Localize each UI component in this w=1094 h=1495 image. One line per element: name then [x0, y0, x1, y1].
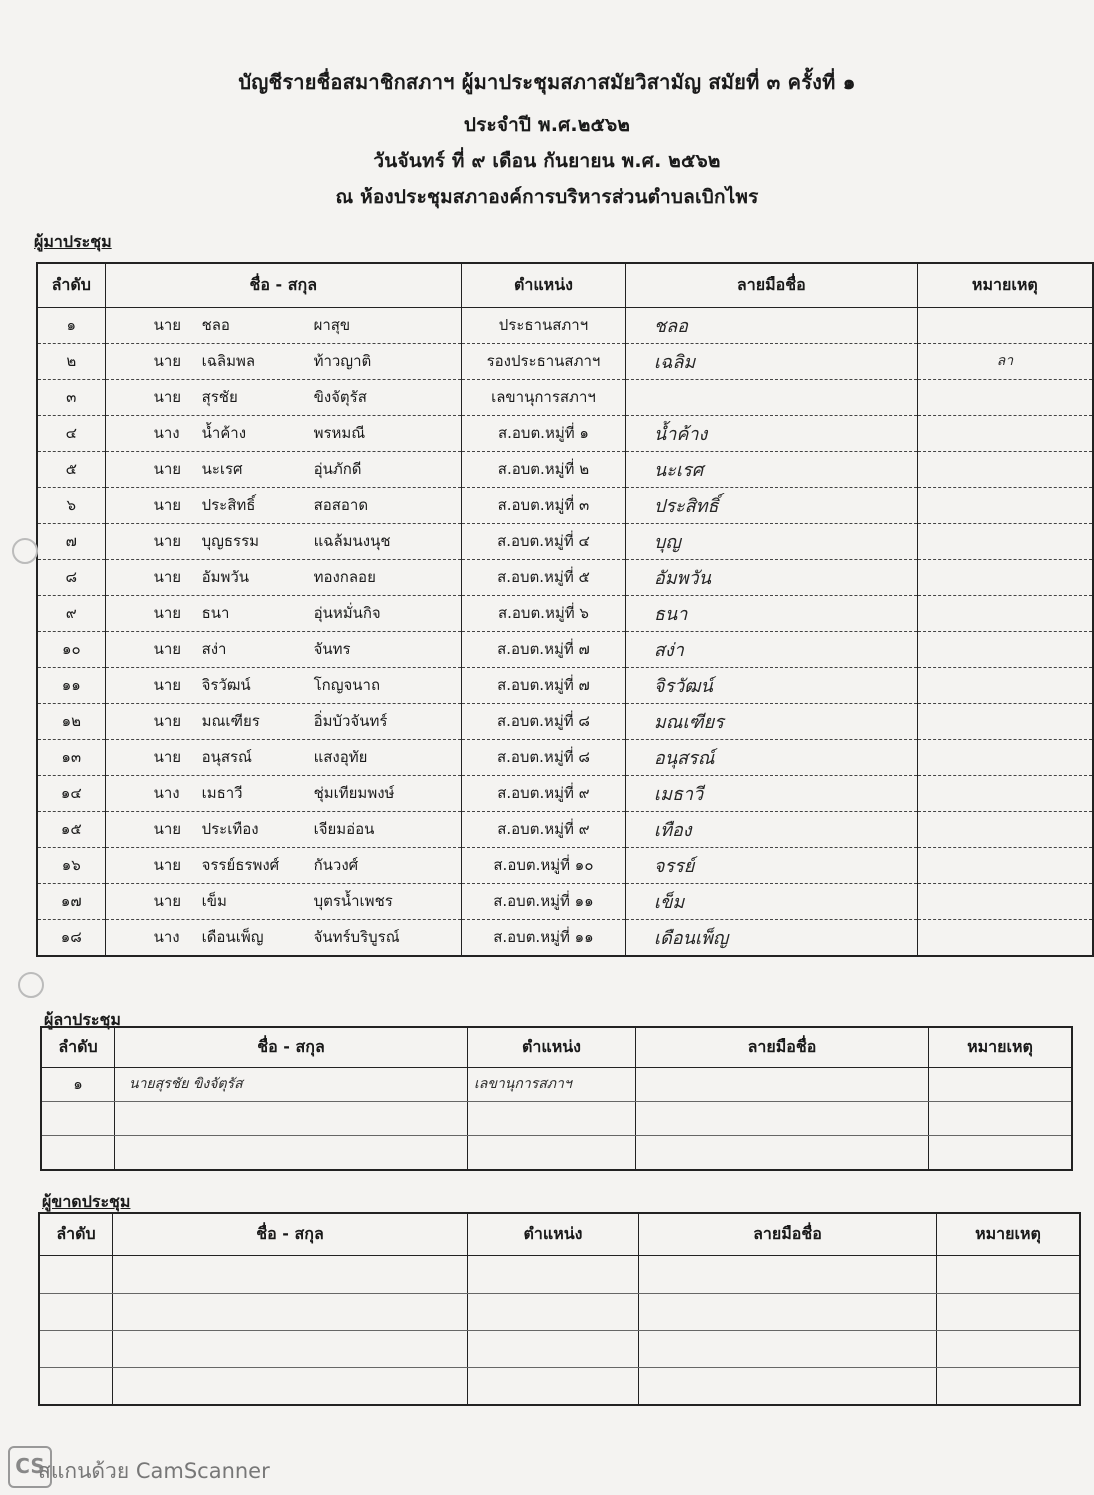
attendee-no: ๑๓: [37, 739, 105, 775]
attendee-no: ๗: [37, 523, 105, 559]
attendee-position: ส.อบต.หมู่ที่ ๔: [461, 523, 625, 559]
attendees-label: ผู้มาประชุม: [34, 232, 112, 251]
attendee-last-name: อุ่นหมั่นกิจ: [313, 604, 381, 622]
absent-col-position: ตำแหน่ง: [468, 1213, 639, 1255]
document-year: ประจำปี พ.ศ.๒๕๖๒: [463, 114, 631, 136]
attendee-position: ส.อบต.หมู่ที่ ๑๑: [461, 919, 625, 956]
attendee-no: ๖: [37, 487, 105, 523]
attendee-name: [105, 307, 461, 343]
attendee-row: [37, 415, 1093, 451]
absent-row-empty: [39, 1330, 1080, 1367]
attendee-first-name: น้ำค้าง: [201, 424, 247, 442]
attendee-prefix: นาย: [153, 496, 182, 514]
attendee-name: [105, 703, 461, 739]
attendee-last-name: กันวงศ์: [313, 856, 359, 874]
attendee-prefix: นาง: [153, 424, 180, 442]
attendee-prefix: นาย: [153, 856, 182, 874]
attendee-signature: เมธาวี: [625, 775, 917, 811]
attendee-position: ส.อบต.หมู่ที่ ๑: [461, 415, 625, 451]
attendee-first-name: เดือนเพ็ญ: [201, 928, 264, 946]
attendee-signature: ธนา: [625, 595, 917, 631]
attendee-note: [917, 487, 1093, 523]
leave-no: ๑: [41, 1067, 115, 1101]
attendee-position: ส.อบต.หมู่ที่ ๙: [461, 775, 625, 811]
camscanner-logo-icon: CS: [8, 1446, 52, 1488]
leave-note: [929, 1067, 1073, 1101]
attendee-signature: เข็ม: [625, 883, 917, 919]
attendee-row: [37, 487, 1093, 523]
attendee-first-name: มณเฑียร: [201, 712, 260, 730]
attendee-first-name: เฉลิมพล: [201, 352, 256, 370]
attendee-signature: ชลอ: [625, 307, 917, 343]
attendee-signature: นะเรศ: [625, 451, 917, 487]
attendee-last-name: จันทร์บริบูรณ์: [313, 928, 400, 946]
absent-col-name: ชื่อ - สกุล: [113, 1213, 468, 1255]
attendee-signature: เทือง: [625, 811, 917, 847]
attendee-first-name: นะเรศ: [201, 460, 243, 478]
attendee-signature: น้ำค้าง: [625, 415, 917, 451]
attendee-last-name: ทองกลอย: [313, 568, 376, 586]
punch-hole-mark: [18, 972, 44, 998]
attendee-note: [917, 847, 1093, 883]
attendee-note: [917, 523, 1093, 559]
attendee-position: ส.อบต.หมู่ที่ ๑๑: [461, 883, 625, 919]
attendee-note: [917, 559, 1093, 595]
attendee-position: ส.อบต.หมู่ที่ ๙: [461, 811, 625, 847]
absent-table: [38, 1212, 1081, 1406]
attendee-position: ส.อบต.หมู่ที่ ๖: [461, 595, 625, 631]
attendee-row: [37, 919, 1093, 956]
col-note: หมายเหตุ: [917, 263, 1093, 307]
attendee-no: ๘: [37, 559, 105, 595]
attendee-signature: บุญ: [625, 523, 917, 559]
attendee-signature: อนุสรณ์: [625, 739, 917, 775]
attendee-signature: มณเฑียร: [625, 703, 917, 739]
attendee-first-name: อนุสรณ์: [201, 748, 252, 766]
attendee-name: [105, 811, 461, 847]
attendee-note: [917, 775, 1093, 811]
attendee-note: [917, 631, 1093, 667]
attendee-note: [917, 811, 1093, 847]
attendee-position: ส.อบต.หมู่ที่ ๘: [461, 739, 625, 775]
leave-table: [40, 1026, 1073, 1171]
attendee-name: [105, 775, 461, 811]
col-signature: ลายมือชื่อ: [625, 263, 917, 307]
attendee-no: ๑๘: [37, 919, 105, 956]
document-title: บัญชีรายชื่อสมาชิกสภาฯ ผู้มาประชุมสภาสมัยวิสามัญ สมัยที่ ๓ ครั้งที่ ๑: [238, 70, 856, 94]
attendee-position: ส.อบต.หมู่ที่ ๑๐: [461, 847, 625, 883]
attendee-signature: ประสิทธิ์: [625, 487, 917, 523]
absent-row-empty: [39, 1255, 1080, 1293]
absent-row-empty: [39, 1293, 1080, 1330]
attendee-no: ๑๗: [37, 883, 105, 919]
meeting-venue: ณ ห้องประชุมสภาองค์การบริหารส่วนตำบลเบิกไพร: [335, 186, 759, 208]
attendee-note: [917, 451, 1093, 487]
attendee-name: [105, 451, 461, 487]
leave-name: นายสุรชัย ขิงจัตุรัส: [115, 1067, 468, 1101]
attendee-prefix: นาย: [153, 676, 182, 694]
attendee-prefix: นาย: [153, 568, 182, 586]
attendee-note: [917, 703, 1093, 739]
camscanner-watermark: สแกนด้วย CamScanner: [38, 1459, 270, 1483]
attendee-no: ๑๒: [37, 703, 105, 739]
attendee-note: [917, 667, 1093, 703]
attendee-position: รองประธานสภาฯ: [461, 343, 625, 379]
leave-col-position: ตำแหน่ง: [468, 1027, 636, 1067]
attendee-first-name: ประเทือง: [201, 820, 259, 838]
attendee-row: [37, 379, 1093, 415]
leave-label: ผู้ลาประชุม: [44, 1010, 121, 1029]
attendee-first-name: จิรวัฒน์: [201, 676, 251, 694]
attendee-name: [105, 667, 461, 703]
attendee-prefix: นาย: [153, 532, 182, 550]
attendee-position: ส.อบต.หมู่ที่ ๗: [461, 667, 625, 703]
attendee-no: ๑๑: [37, 667, 105, 703]
attendee-position: ส.อบต.หมู่ที่ ๘: [461, 703, 625, 739]
attendee-last-name: อุ่นภักดี: [313, 460, 362, 478]
attendee-row: [37, 703, 1093, 739]
attendee-position: ส.อบต.หมู่ที่ ๕: [461, 559, 625, 595]
attendee-signature: สง่า: [625, 631, 917, 667]
attendee-prefix: นาย: [153, 712, 182, 730]
attendee-signature: จรรย์: [625, 847, 917, 883]
attendee-no: ๑๖: [37, 847, 105, 883]
attendee-first-name: จรรย์ธรพงศ์: [201, 856, 280, 874]
attendee-position: ส.อบต.หมู่ที่ ๗: [461, 631, 625, 667]
attendee-last-name: ขิงจัตุรัส: [313, 388, 367, 406]
leave-col-no: ลำดับ: [41, 1027, 115, 1067]
attendee-last-name: จันทร: [313, 640, 351, 658]
attendee-signature: [625, 379, 917, 415]
attendee-last-name: ผาสุข: [313, 316, 351, 334]
attendee-position: เลขานุการสภาฯ: [461, 379, 625, 415]
attendee-name: [105, 595, 461, 631]
absent-col-signature: ลายมือชื่อ: [639, 1213, 937, 1255]
col-no: ลำดับ: [37, 263, 105, 307]
attendee-signature: อัมพวัน: [625, 559, 917, 595]
attendee-first-name: บุญธรรม: [201, 532, 260, 550]
leave-col-note: หมายเหตุ: [929, 1027, 1073, 1067]
attendee-row: [37, 631, 1093, 667]
leave-signature: [636, 1067, 929, 1101]
attendee-prefix: นาย: [153, 352, 182, 370]
attendee-last-name: โกญจนาถ: [313, 676, 381, 694]
attendee-note: [917, 919, 1093, 956]
attendee-no: ๑๕: [37, 811, 105, 847]
attendee-row: [37, 667, 1093, 703]
attendee-row: [37, 847, 1093, 883]
attendee-position: ส.อบต.หมู่ที่ ๓: [461, 487, 625, 523]
attendee-position: ส.อบต.หมู่ที่ ๒: [461, 451, 625, 487]
attendee-no: ๑๐: [37, 631, 105, 667]
attendee-row: [37, 559, 1093, 595]
absent-row-empty: [39, 1367, 1080, 1405]
attendee-note: [917, 415, 1093, 451]
attendee-no: ๓: [37, 379, 105, 415]
attendee-first-name: ประสิทธิ์: [201, 496, 256, 514]
absent-col-no: ลำดับ: [39, 1213, 113, 1255]
attendee-no: ๔: [37, 415, 105, 451]
attendee-prefix: นาง: [153, 784, 180, 802]
attendee-signature: เดือนเพ็ญ: [625, 919, 917, 956]
attendee-last-name: ชุ่มเทียมพงษ์: [313, 784, 395, 802]
leave-row-empty: [41, 1101, 1072, 1135]
attendee-note: [917, 307, 1093, 343]
attendee-last-name: แฉล้มนงนุช: [313, 532, 391, 550]
attendee-prefix: นาย: [153, 316, 182, 334]
attendee-name: [105, 847, 461, 883]
attendee-prefix: นาย: [153, 748, 182, 766]
attendee-no: ๙: [37, 595, 105, 631]
attendee-last-name: สอสอาด: [313, 496, 369, 514]
absent-label: ผู้ขาดประชุม: [42, 1192, 131, 1211]
leave-row: [41, 1067, 1072, 1101]
attendee-prefix: นาง: [153, 928, 180, 946]
leave-row-empty: [41, 1135, 1072, 1170]
attendee-name: [105, 343, 461, 379]
attendee-name: [105, 523, 461, 559]
attendee-note: ลา: [917, 343, 1093, 379]
attendee-prefix: นาย: [153, 640, 182, 658]
attendee-note: [917, 595, 1093, 631]
attendee-row: [37, 451, 1093, 487]
attendee-row: [37, 307, 1093, 343]
attendee-name: [105, 631, 461, 667]
attendee-prefix: นาย: [153, 460, 182, 478]
leave-col-signature: ลายมือชื่อ: [636, 1027, 929, 1067]
attendee-row: [37, 811, 1093, 847]
attendee-row: [37, 883, 1093, 919]
attendee-row: [37, 523, 1093, 559]
attendee-no: ๕: [37, 451, 105, 487]
attendee-row: [37, 595, 1093, 631]
attendee-signature: จิรวัฒน์: [625, 667, 917, 703]
attendee-prefix: นาย: [153, 892, 182, 910]
attendee-no: ๑: [37, 307, 105, 343]
leave-col-name: ชื่อ - สกุล: [115, 1027, 468, 1067]
leave-position: เลขานุการสภาฯ: [468, 1067, 636, 1101]
attendee-no: ๑๔: [37, 775, 105, 811]
attendee-no: ๒: [37, 343, 105, 379]
punch-hole-mark: [12, 538, 38, 564]
attendees-table: [36, 262, 1094, 957]
attendee-first-name: ธนา: [201, 604, 230, 622]
attendee-row: [37, 775, 1093, 811]
attendee-name: [105, 415, 461, 451]
col-position: ตำแหน่ง: [461, 263, 625, 307]
col-name: ชื่อ - สกุล: [105, 263, 461, 307]
attendee-last-name: บุตรน้ำเพชร: [313, 892, 393, 910]
attendee-first-name: ชลอ: [201, 316, 230, 334]
attendee-name: [105, 883, 461, 919]
attendee-row: [37, 343, 1093, 379]
attendee-last-name: อิ่มบัวจันทร์: [313, 712, 388, 730]
attendee-prefix: นาย: [153, 388, 182, 406]
attendee-name: [105, 379, 461, 415]
attendee-row: [37, 739, 1093, 775]
attendee-position: ประธานสภาฯ: [461, 307, 625, 343]
attendee-prefix: นาย: [153, 820, 182, 838]
attendee-name: [105, 487, 461, 523]
attendee-note: [917, 379, 1093, 415]
attendee-first-name: สุรชัย: [201, 388, 238, 406]
attendee-last-name: ท้าวญาติ: [313, 352, 372, 370]
attendee-first-name: เข็ม: [201, 892, 227, 910]
attendee-note: [917, 883, 1093, 919]
meeting-date: วันจันทร์ ที่ ๙ เดือน กันยายน พ.ศ. ๒๕๖๒: [373, 150, 721, 172]
attendee-last-name: แสงอุทัย: [313, 748, 368, 766]
attendee-first-name: สง่า: [201, 640, 227, 658]
attendee-first-name: เมธาวี: [201, 784, 243, 802]
attendee-name: [105, 919, 461, 956]
attendee-prefix: นาย: [153, 604, 182, 622]
attendee-note: [917, 739, 1093, 775]
attendee-name: [105, 559, 461, 595]
attendee-last-name: เจียมอ่อน: [313, 820, 375, 838]
attendee-last-name: พรหมณี: [313, 424, 366, 442]
attendee-first-name: อัมพวัน: [201, 568, 250, 586]
attendee-name: [105, 739, 461, 775]
attendee-signature: เฉลิม: [625, 343, 917, 379]
absent-col-note: หมายเหตุ: [937, 1213, 1081, 1255]
